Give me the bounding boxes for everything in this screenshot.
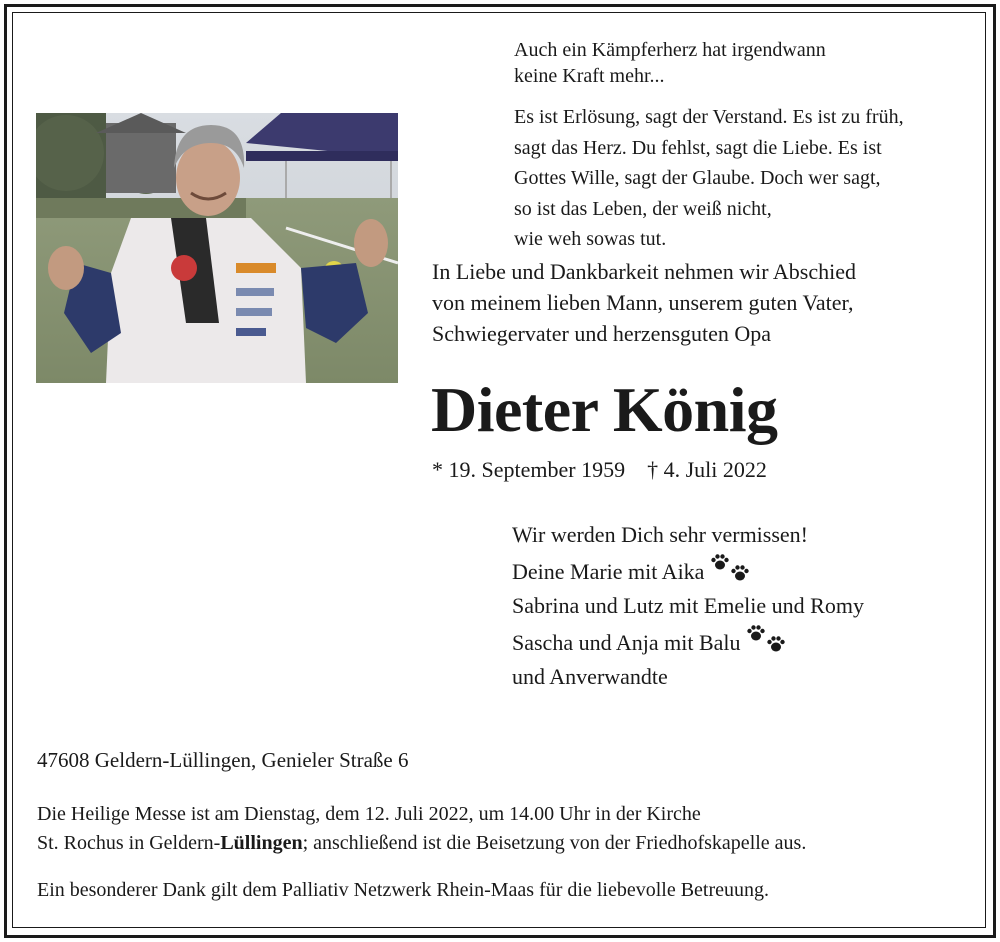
intro-line: von meinem lieben Mann, unserem guten Vater, [432,290,854,315]
quote-opening [514,37,826,89]
mourner-sascha [512,624,864,661]
mourner-marie [512,553,864,590]
mourner-relatives: und Anverwandte [512,664,668,689]
quote-line: wie weh sowas tut. [514,228,667,250]
farewell-intro [432,256,856,349]
quote-body [514,102,904,255]
mass-text: St. Rochus in Geldern- [37,832,221,854]
paw-print-icon [746,624,766,642]
mass-info [37,800,806,858]
intro-line: In Liebe und Dankbarkeit nehmen wir Abschied [432,259,856,284]
life-dates [432,455,767,485]
family-address: 47608 Geldern-Lüllingen, Genieler Straße 6 [37,748,409,772]
mass-line-1: Die Heilige Messe ist am Dienstag, dem 12. Juli 2022, um 14.00 Uhr in der Kirche [37,803,701,825]
quote-line: Gottes Wille, sagt der Glaube. Doch wer sagt, [514,167,881,189]
deceased-name: Dieter König [431,374,778,445]
paw-print-icon [766,635,786,653]
death-date: † 4. Juli 2022 [647,457,767,482]
mourner-text: Sascha und Anja mit Balu [512,629,741,655]
thanks-note: Ein besonderer Dank gilt dem Palliativ Netzwerk Rhein-Maas für die liebevolle Betreuung. [37,879,770,901]
quote-line: Es ist Erlösung, sagt der Verstand. Es ist zu früh, [514,106,904,128]
quote-line: so ist das Leben, der weiß nicht, [514,197,772,220]
mourner-text: Deine Marie mit Aika [512,558,705,584]
quote-line: keine Kraft mehr... [514,65,665,87]
mourner-sabrina: Sabrina und Lutz mit Emelie und Romy [512,593,864,618]
portrait-photo [36,113,398,383]
quote-line: sagt das Herz. Du fehlst, sagt die Liebe. Es ist [514,136,882,159]
intro-line: Schwiegervater und herzensguten Opa [432,321,772,346]
miss-line: Wir werden Dich sehr vermissen! [512,522,809,547]
mourners-list [512,518,864,695]
mass-line-2 [37,829,806,858]
birth-date: * 19. September 1959 [432,457,626,482]
paw-print-icon [710,553,730,571]
quote-line: Auch ein Kämpferherz hat irgendwann [514,39,826,61]
paw-print-icon [730,564,750,582]
mass-text: ; anschließend ist die Beisetzung von der Friedhofskapelle aus. [302,832,807,854]
mass-place-bold: Lüllingen [220,832,303,854]
